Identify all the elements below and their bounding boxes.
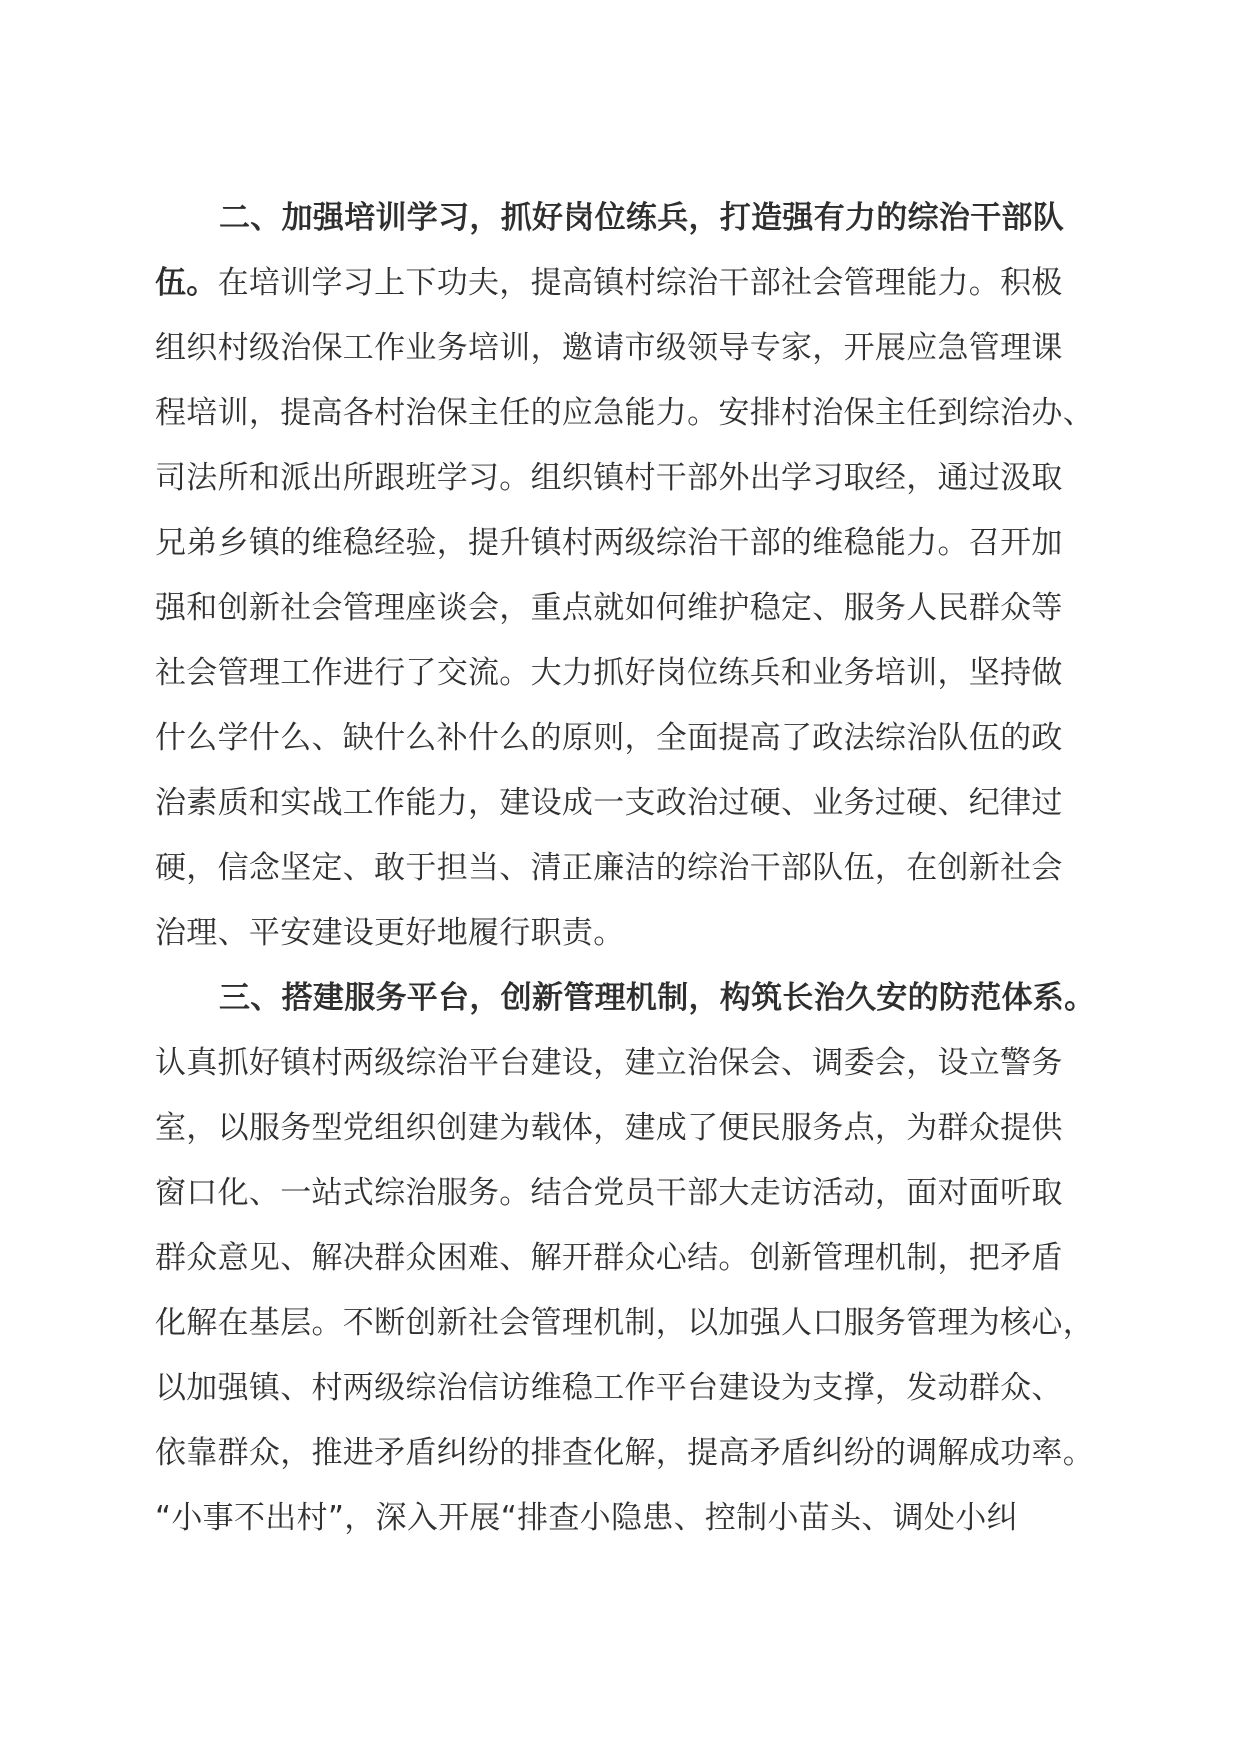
text-line	[155, 901, 1085, 966]
line-text: 在培训学习上下功夫，提高镇村综治干部社会管理能力。积极	[217, 265, 1063, 301]
text-line	[155, 511, 1085, 576]
line-text: 社会管理工作进行了交流。大力抓好岗位练兵和业务培训，坚持做	[155, 655, 1063, 691]
line-text: 治素质和实战工作能力，建设成一支政治过硬、业务过硬、纪律过	[155, 785, 1063, 821]
text-line	[155, 1226, 1085, 1291]
text-line	[155, 1486, 1085, 1551]
line-text: 依靠群众，推进矛盾纠纷的排查化解，提高矛盾纠纷的调解成功率。	[155, 1435, 1094, 1471]
text-line	[155, 381, 1094, 446]
line-text: 兄弟乡镇的维稳经验，提升镇村两级综治干部的维稳能力。召开加	[155, 525, 1063, 561]
text-line	[155, 641, 1085, 706]
line-text: 化解在基层。不断创新社会管理机制，以加强人口服务管理为核心，	[155, 1305, 1094, 1341]
text-line	[155, 251, 1085, 316]
line-text: 室，以服务型党组织创建为载体，建成了便民服务点，为群众提供	[155, 1110, 1063, 1146]
text-line	[155, 1031, 1085, 1096]
section-heading: 二、加强培训学习，抓好岗位练兵，打造强有力的综治干部队	[219, 200, 1065, 236]
section-heading: 伍。	[155, 265, 218, 301]
line-text: 程培训，提高各村治保主任的应急能力。安排村治保主任到综治办、	[155, 395, 1094, 431]
text-line	[155, 1356, 1085, 1421]
line-text: 什么学什么、缺什么补什么的原则，全面提高了政法综治队伍的政	[155, 720, 1063, 756]
text-line	[155, 1096, 1085, 1161]
text-line	[155, 771, 1085, 836]
document-body	[155, 186, 1096, 1551]
line-text: 治理、平安建设更好地履行职责。	[155, 915, 625, 951]
line-text: 群众意见、解决群众困难、解开群众心结。创新管理机制，把矛盾	[155, 1240, 1063, 1276]
text-line	[155, 706, 1085, 771]
text-line	[155, 836, 1085, 901]
line-text: 硬，信念坚定、敢于担当、清正廉洁的综治干部队伍，在创新社会	[155, 850, 1063, 886]
line-text: “小事不出村”，深入开展“排查小隐患、控制小苗头、调处小纠	[155, 1500, 1018, 1536]
section-heading: 三、搭建服务平台，创新管理机制，构筑长治久安的防范体系。	[219, 980, 1096, 1016]
text-line	[155, 1161, 1085, 1226]
text-line	[155, 186, 1085, 251]
line-text: 以加强镇、村两级综治信访维稳工作平台建设为支撑，发动群众、	[155, 1370, 1063, 1406]
text-line	[155, 446, 1085, 511]
line-text: 认真抓好镇村两级综治平台建设，建立治保会、调委会，设立警务	[155, 1045, 1063, 1081]
text-line	[155, 316, 1085, 381]
line-text: 司法所和派出所跟班学习。组织镇村干部外出学习取经，通过汲取	[155, 460, 1063, 496]
line-text: 组织村级治保工作业务培训，邀请市级领导专家，开展应急管理课	[155, 330, 1063, 366]
text-line	[155, 966, 1096, 1031]
line-text: 窗口化、一站式综治服务。结合党员干部大走访活动，面对面听取	[155, 1175, 1063, 1211]
line-text: 强和创新社会管理座谈会，重点就如何维护稳定、服务人民群众等	[155, 590, 1063, 626]
text-line	[155, 576, 1085, 641]
text-line	[155, 1421, 1094, 1486]
text-line	[155, 1291, 1094, 1356]
